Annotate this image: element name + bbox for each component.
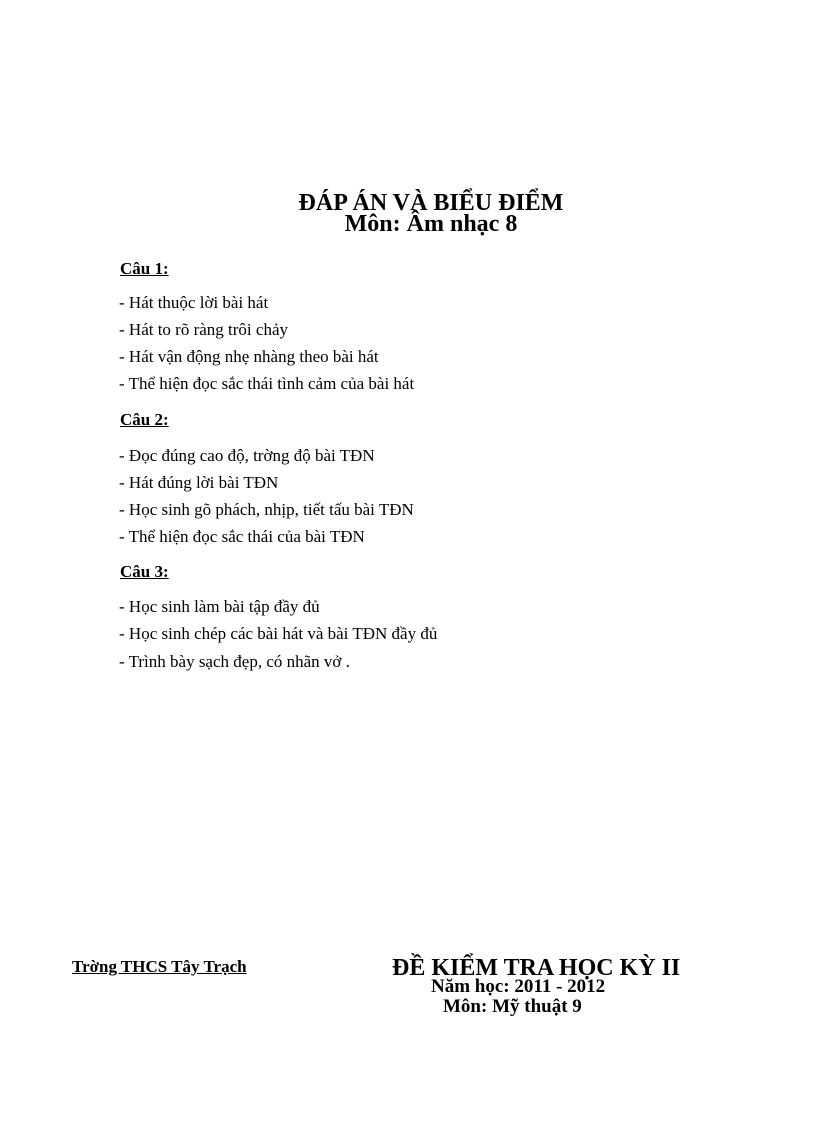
section-heading-cau-3: Câu 3: xyxy=(120,562,169,581)
list-item: - Học sinh chép các bài hát và bài TĐN đầy đủ xyxy=(119,624,438,643)
list-item: - Học sinh gõ phách, nhịp, tiết tấu bài TĐN xyxy=(119,500,414,519)
list-item: - Trình bày sạch đẹp, có nhãn vở . xyxy=(119,652,350,671)
section-heading-cau-1: Câu 1: xyxy=(120,259,169,278)
list-item: - Hát to rõ ràng trôi chảy xyxy=(119,320,288,339)
list-item: - Hát đúng lời bài TĐN xyxy=(119,473,279,492)
document-title: ĐÁP ÁN VÀ BIỂU ĐIỂM xyxy=(298,190,564,216)
list-item: - Đọc đúng cao độ, trờng độ bài TĐN xyxy=(119,446,375,465)
exam-subject: Môn: Mỹ thuật 9 xyxy=(443,996,582,1017)
exam-title: ĐỀ KIỂM TRA HỌC KỲ II xyxy=(392,955,681,981)
school-year: Năm học: 2011 - 2012 xyxy=(431,976,606,997)
section-heading-cau-2: Câu 2: xyxy=(120,410,169,429)
document-subject: Môn: Âm nhạc 8 xyxy=(344,211,518,237)
list-item: - Hát thuộc lời bài hát xyxy=(119,293,269,312)
list-item: - Học sinh làm bài tập đầy đủ xyxy=(119,597,320,616)
list-item: - Thể hiện đọc sắc thái của bài TĐN xyxy=(119,527,365,546)
list-item: - Hát vận động nhẹ nhàng theo bài hát xyxy=(119,347,379,366)
list-item: - Thể hiện đọc sắc thái tình cảm của bài hát xyxy=(119,374,415,393)
school-name: Trờng THCS Tây Trạch xyxy=(72,957,247,976)
